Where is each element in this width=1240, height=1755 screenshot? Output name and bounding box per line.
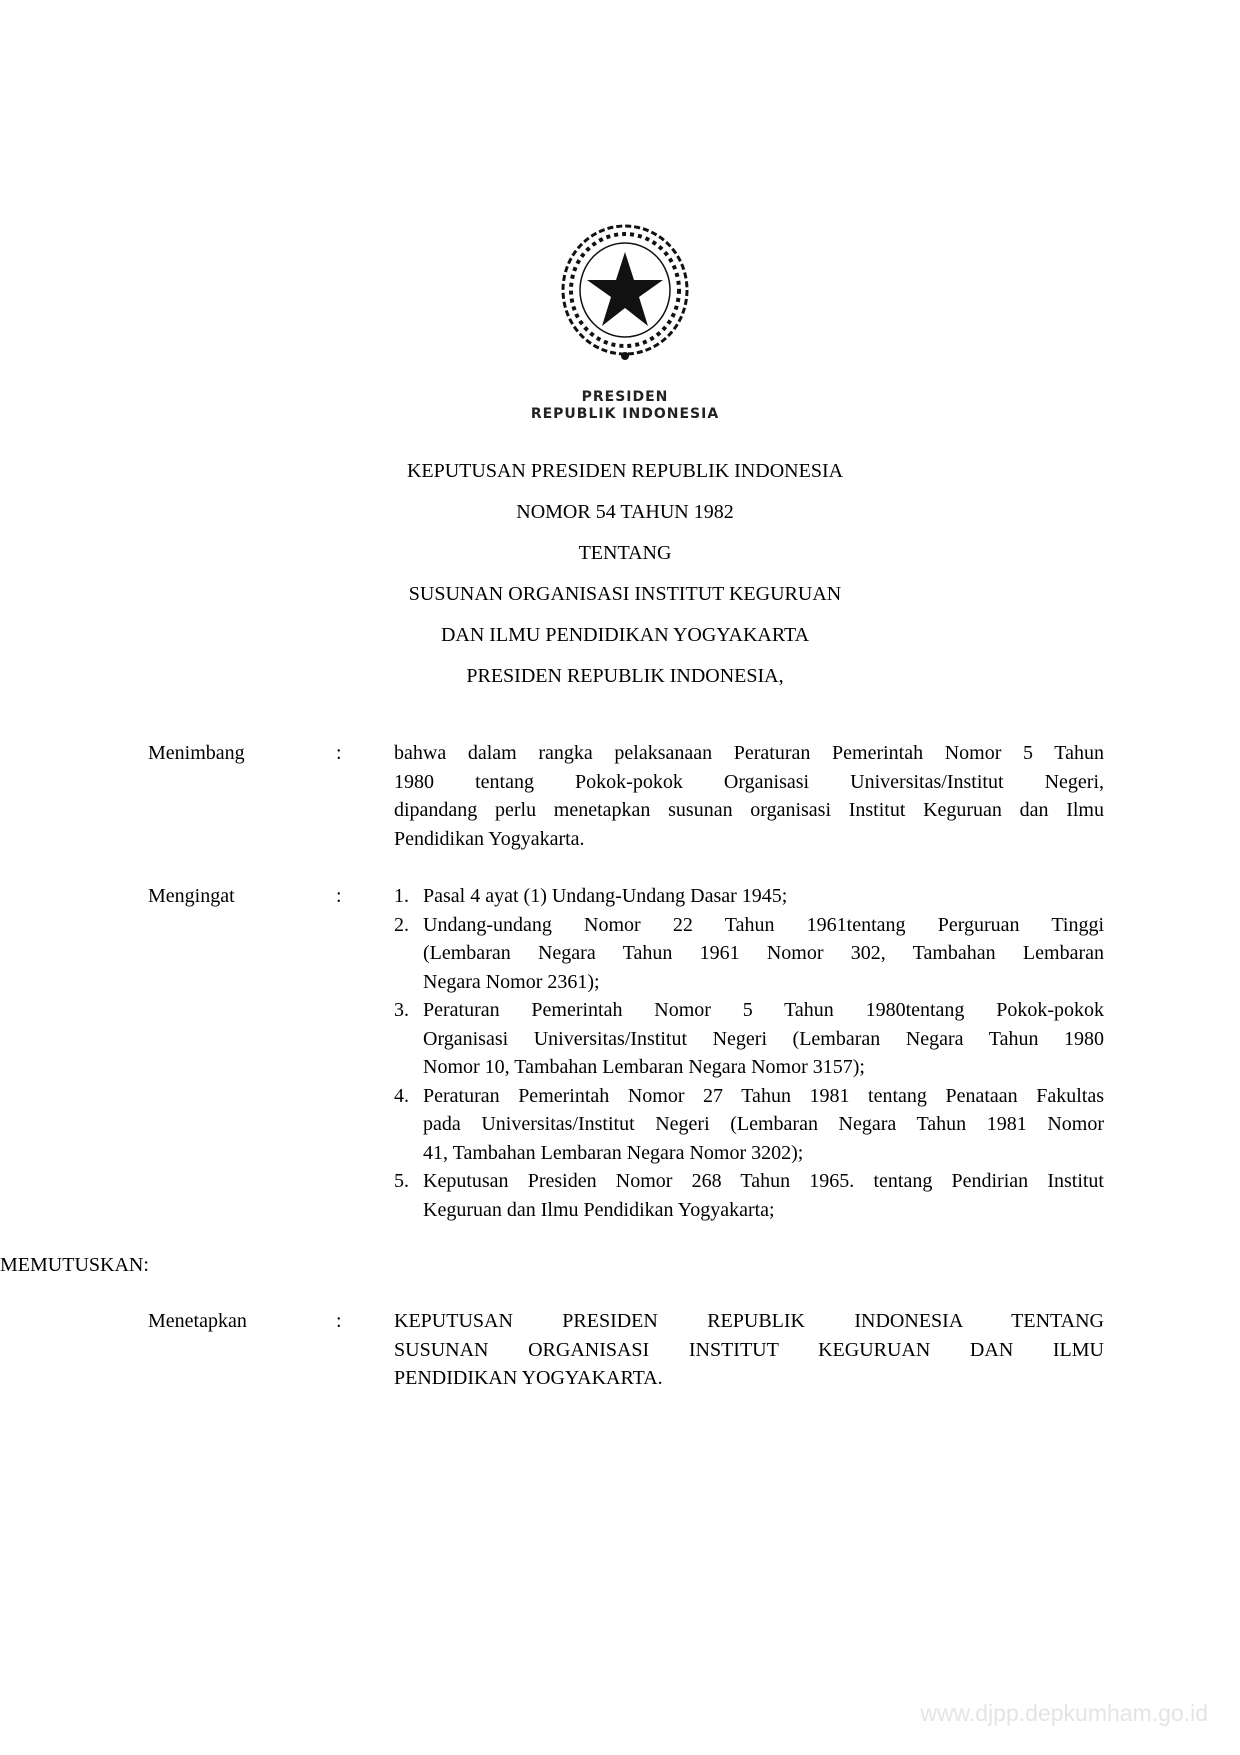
item-number: 1. [394,885,409,907]
list-item [394,1082,1104,1168]
item-number: 2. [394,913,409,936]
text-line: dipandang perlu menetapkan susunan organisasi Institut Keguruan dan Ilmu [394,799,1104,821]
text-line: Peraturan Pemerintah Nomor 27 Tahun 1981 tentang Penataan Fakultas [423,1084,1104,1107]
text-line: SUSUNAN ORGANISASI INSTITUT KEGURUAN DAN ILMU [394,1338,1104,1361]
text-line: KEPUTUSAN PRESIDEN REPUBLIK INDONESIA TENTANG [394,1310,1104,1332]
presidential-emblem [555,222,695,364]
text-line: Keputusan Presiden Nomor 268 Tahun 1965. tentang Pendirian Institut [423,1170,1104,1192]
text-line: Pasal 4 ayat (1) Undang-Undang Dasar 1945; [423,885,788,907]
watermark-url: www.djpp.depkumham.go.id [920,1700,1208,1726]
list-item [394,1167,1104,1224]
title-line-2: NOMOR 54 TAHUN 1982 [516,501,734,523]
text-line: Undang-undang Nomor 22 Tahun 1961tentang Perguruan Tinggi [423,913,1104,936]
menetapkan-text [394,1307,1104,1393]
text-line: 1980 tentang Pokok-pokok Organisasi Universitas/Institut Negeri, [394,770,1104,793]
text-line: bahwa dalam rangka pelaksanaan Peraturan Pemerintah Nomor 5 Tahun [394,742,1104,764]
title-line-5: DAN ILMU PENDIDIKAN YOGYAKARTA [440,624,810,646]
title-line-3: TENTANG [578,542,672,564]
text-line: Peraturan Pemerintah Nomor 5 Tahun 1980tentang Pokok-pokok [423,999,1104,1021]
emblem-caption-line2: REPUBLIK INDONESIA [530,406,720,422]
list-item [394,911,1104,997]
menimbang-colon: : [336,742,342,764]
list-item [394,996,1104,1082]
emblem-caption-line1: PRESIDEN [581,389,669,405]
text-line: (Lembaran Negara Tahun 1961 Nomor 302, Tambahan Lembaran [423,942,1104,964]
memutuskan-heading: MEMUTUSKAN: [0,1254,149,1276]
star-wreath-icon [555,222,695,364]
text-line: 41, Tambahan Lembaran Negara Nomor 3202); [423,1141,804,1164]
text-line: pada Universitas/Institut Negeri (Lembaran Negara Tahun 1981 Nomor [423,1113,1104,1135]
item-number: 5. [394,1170,409,1192]
item-number: 3. [394,999,409,1021]
text-line: PENDIDIKAN YOGYAKARTA. [394,1367,663,1389]
text-line: Keguruan dan Ilmu Pendidikan Yogyakarta; [423,1198,775,1221]
text-line: Organisasi Universitas/Institut Negeri (Lembaran Negara Tahun 1980 [423,1027,1104,1050]
mengingat-colon: : [336,885,342,907]
text-line: Pendidikan Yogyakarta. [394,827,585,850]
menetapkan-colon: : [336,1310,342,1332]
title-line-6: PRESIDEN REPUBLIK INDONESIA, [466,665,784,687]
mengingat-list [394,882,1104,1224]
mengingat-label: Mengingat [148,885,235,907]
menimbang-text [394,739,1104,853]
text-line: Nomor 10, Tambahan Lembaran Negara Nomor 3157); [423,1056,865,1078]
list-item [394,882,1104,911]
menetapkan-label: Menetapkan [148,1310,247,1332]
title-line-4: SUSUNAN ORGANISASI INSTITUT KEGURUAN [408,583,842,605]
text-line: Negara Nomor 2361); [423,970,600,993]
title-line-1: KEPUTUSAN PRESIDEN REPUBLIK INDONESIA [406,460,844,482]
item-number: 4. [394,1084,409,1107]
menimbang-label: Menimbang [148,742,245,764]
